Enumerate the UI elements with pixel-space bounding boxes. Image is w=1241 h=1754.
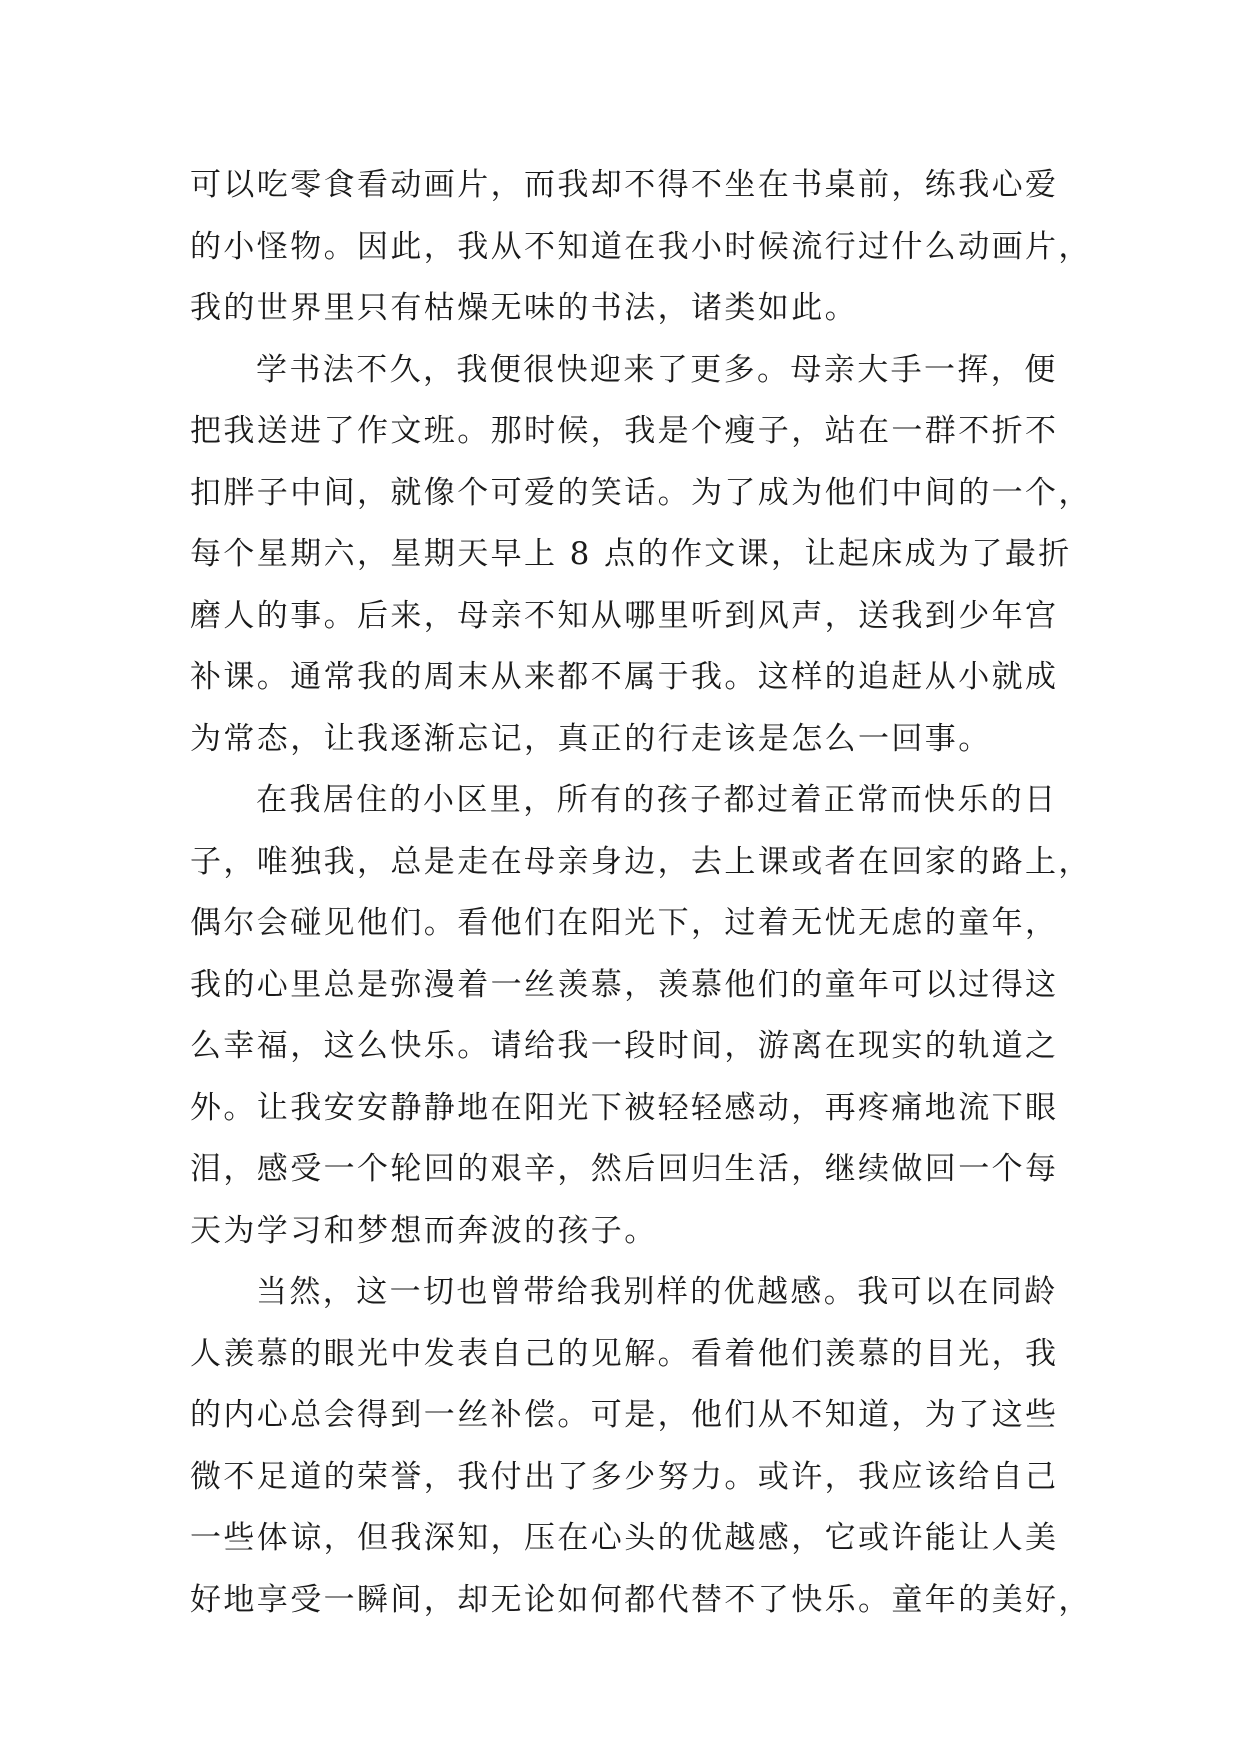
paragraph-2 [190, 340, 1092, 771]
text-line: 在我居住的小区里，所有的孩子都过着正常而快乐的日 [256, 782, 1058, 818]
text-line: 可以吃零食看动画片，而我却不得不坐在书桌前，练我心爱 [190, 167, 1059, 203]
paragraph-3 [190, 770, 1092, 1262]
text-line: 补课。通常我的周末从来都不属于我。这样的追赶从小就成 [190, 659, 1059, 695]
text-line: 学书法不久，我便很快迎来了更多。母亲大手一挥，便 [256, 351, 1058, 388]
text-line: 人羡慕的眼光中发表自己的见解。看着他们羡慕的目光，我 [190, 1335, 1059, 1372]
text-line: 每个星期六，星期天早上 8 点的作文课，让起床成为了最折 [190, 536, 1072, 572]
text-line: 偶尔会碰见他们。看他们在阳光下，过着无忧无虑的童年， [190, 905, 1059, 941]
paragraph-1 [190, 155, 1092, 340]
text-line: 天为学习和梦想而奔波的孩子。 [190, 1212, 658, 1249]
text-line: 把我送进了作文班。那时候，我是个瘦子，站在一群不折不 [190, 413, 1059, 449]
text-line: 好地享受一瞬间，却无论如何都代替不了快乐。童年的美好， [190, 1581, 1092, 1618]
text-line: 扣胖子中间，就像个可爱的笑话。为了成为他们中间的一个， [190, 474, 1092, 511]
text-line: 泪，感受一个轮回的艰辛，然后回归生活，继续做回一个每 [190, 1151, 1059, 1187]
text-line: 微不足道的荣誉，我付出了多少努力。或许，我应该给自己 [190, 1458, 1059, 1495]
text-line: 磨人的事。后来，母亲不知从哪里听到风声，送我到少年宫 [190, 597, 1059, 634]
document-body [190, 155, 1092, 1631]
paragraph-4 [190, 1262, 1092, 1631]
text-line: 子，唯独我，总是走在母亲身边，去上课或者在回家的路上， [190, 843, 1092, 880]
text-line: 一些体谅，但我深知，压在心头的优越感，它或许能让人美 [190, 1520, 1059, 1556]
text-line: 外。让我安安静静地在阳光下被轻轻感动，再疼痛地流下眼 [190, 1089, 1059, 1126]
text-line: 的小怪物。因此，我从不知道在我小时候流行过什么动画片， [190, 228, 1092, 265]
text-line: 的内心总会得到一丝补偿。可是，他们从不知道，为了这些 [190, 1397, 1059, 1433]
text-line: 当然，这一切也曾带给我别样的优越感。我可以在同龄 [256, 1274, 1058, 1310]
text-line: 为常态，让我逐渐忘记，真正的行走该是怎么一回事。 [190, 720, 992, 757]
text-line: 么幸福，这么快乐。请给我一段时间，游离在现实的轨道之 [190, 1028, 1059, 1064]
text-line: 我的世界里只有枯燥无味的书法，诸类如此。 [190, 290, 858, 326]
text-line: 我的心里总是弥漫着一丝羡慕，羡慕他们的童年可以过得这 [190, 966, 1059, 1003]
